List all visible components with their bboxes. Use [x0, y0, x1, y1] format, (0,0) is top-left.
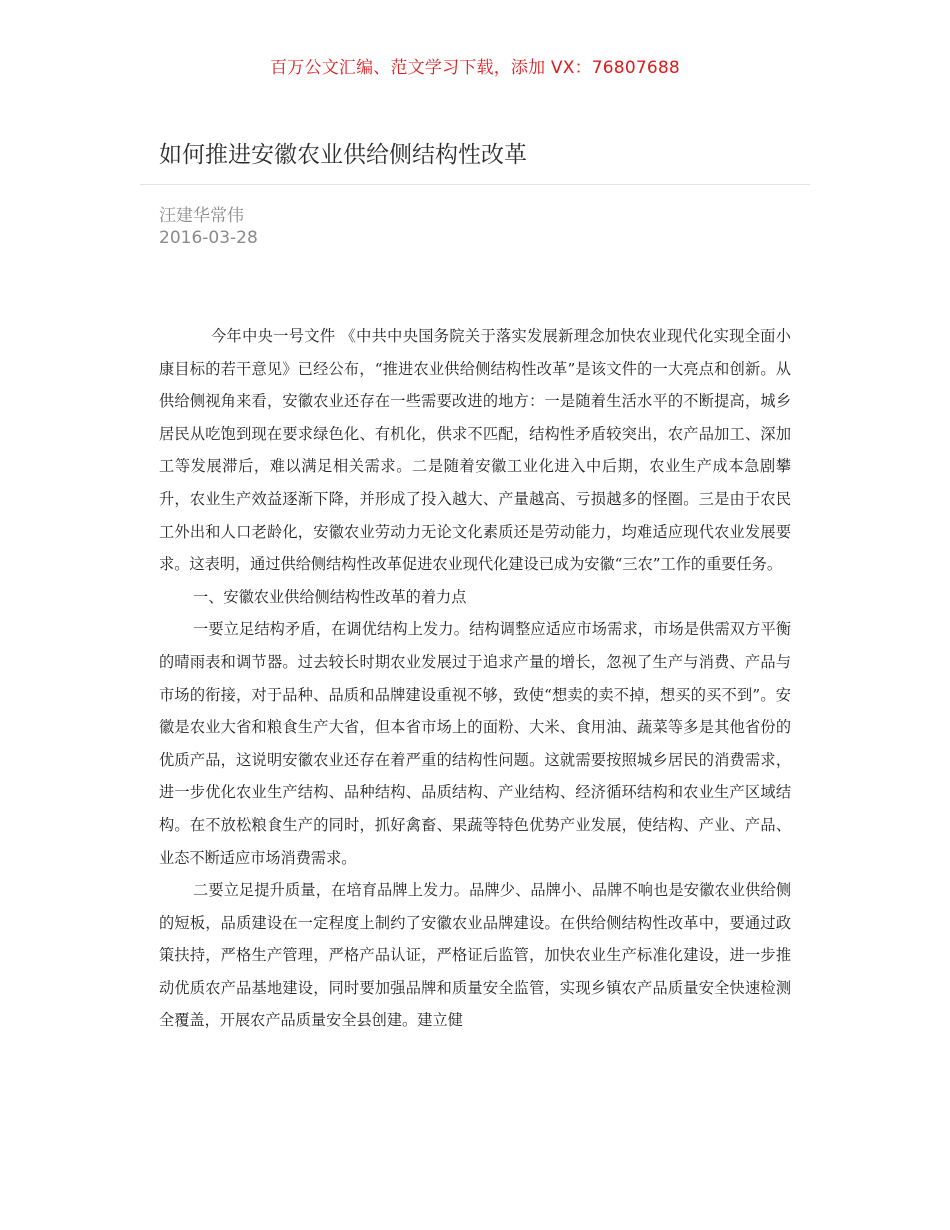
- title-divider: [140, 184, 810, 185]
- section-heading: 一、安徽农业供给侧结构性改革的着力点: [193, 587, 467, 606]
- paragraph-quality: 二要立足提升质量，在培育品牌上发力。品牌少、品牌小、品牌不响也是安徽农业供给侧的短板，品质建设在一定程度上制约了安徽农业品牌建设。在供给侧结构性改革中，要通过政策扶持，严格生产管理，严格产品认证，严格证后监管，加快农业生产标准化建设，进一步推动优质农产品基地建设，同时要加强品牌和质量安全监管，实现乡镇农产品质量安全快速检测全覆盖，开展农产品质量安全县创建。建立健: [159, 881, 791, 1030]
- author-line: 汪建华常伟: [159, 206, 244, 226]
- paragraph-intro: 今年中央一号文件 《中共中央国务院关于落实发展新理念加快农业现代化实现全面小康目标的若干意见》已经公布，“推进农业供给侧结构性改革”是该文件的一大亮点和创新。从供给侧视角来看，安徽农业还存在一些需要改进的地方：一是随着生活水平的不断提高，城乡居民从吃饱到现在要求绿色化、有机化，供求不匹配，结构性矛盾较突出，农产品加工、深加工等发展滞后，难以满足相关需求。二是随着安徽工业化进入中后期，农业生产成本急剧攀升，农业生产效益逐渐下降，并形成了投入越大、产量越高、亏损越多的怪圈。三是由于农民工外出和人口老龄化，安徽农业劳动力无论文化素质还是劳动能力，均难适应现代农业发展要求。这表明，通过供给侧结构性改革促进农业现代化建设已成为安徽“三农”工作的重要任务。: [159, 327, 791, 574]
- article-meta: [159, 205, 258, 249]
- article-title: 如何推进安徽农业供给侧结构性改革: [159, 142, 527, 168]
- watermark-banner: 百万公文汇编、范文学习下载，添加 VX：76807688: [270, 58, 680, 78]
- paragraph-structure: 一要立足结构矛盾，在调优结构上发力。结构调整应适应市场需求，市场是供需双方平衡的晴雨表和调节器。过去较长时期农业发展过于追求产量的增长，忽视了生产与消费、产品与市场的衔接，对于品种、品质和品牌建设重视不够，致使“想卖的卖不掉，想买的买不到”。安徽是农业大省和粮食生产大省，但本省市场上的面粉、大米、食用油、蔬菜等多是其他省份的优质产品，这说明安徽农业还存在着严重的结构性问题。这就需要按照城乡居民的消费需求，进一步优化农业生产结构、品种结构、品质结构、产业结构、经济循环结构和农业生产区域结构。在不放松粮食生产的同时，抓好禽畜、果蔬等特色优势产业发展，使结构、产业、产品、业态不断适应市场消费需求。: [159, 620, 791, 867]
- publish-date: 2016-03-28: [159, 228, 258, 248]
- article-body: [159, 320, 791, 1037]
